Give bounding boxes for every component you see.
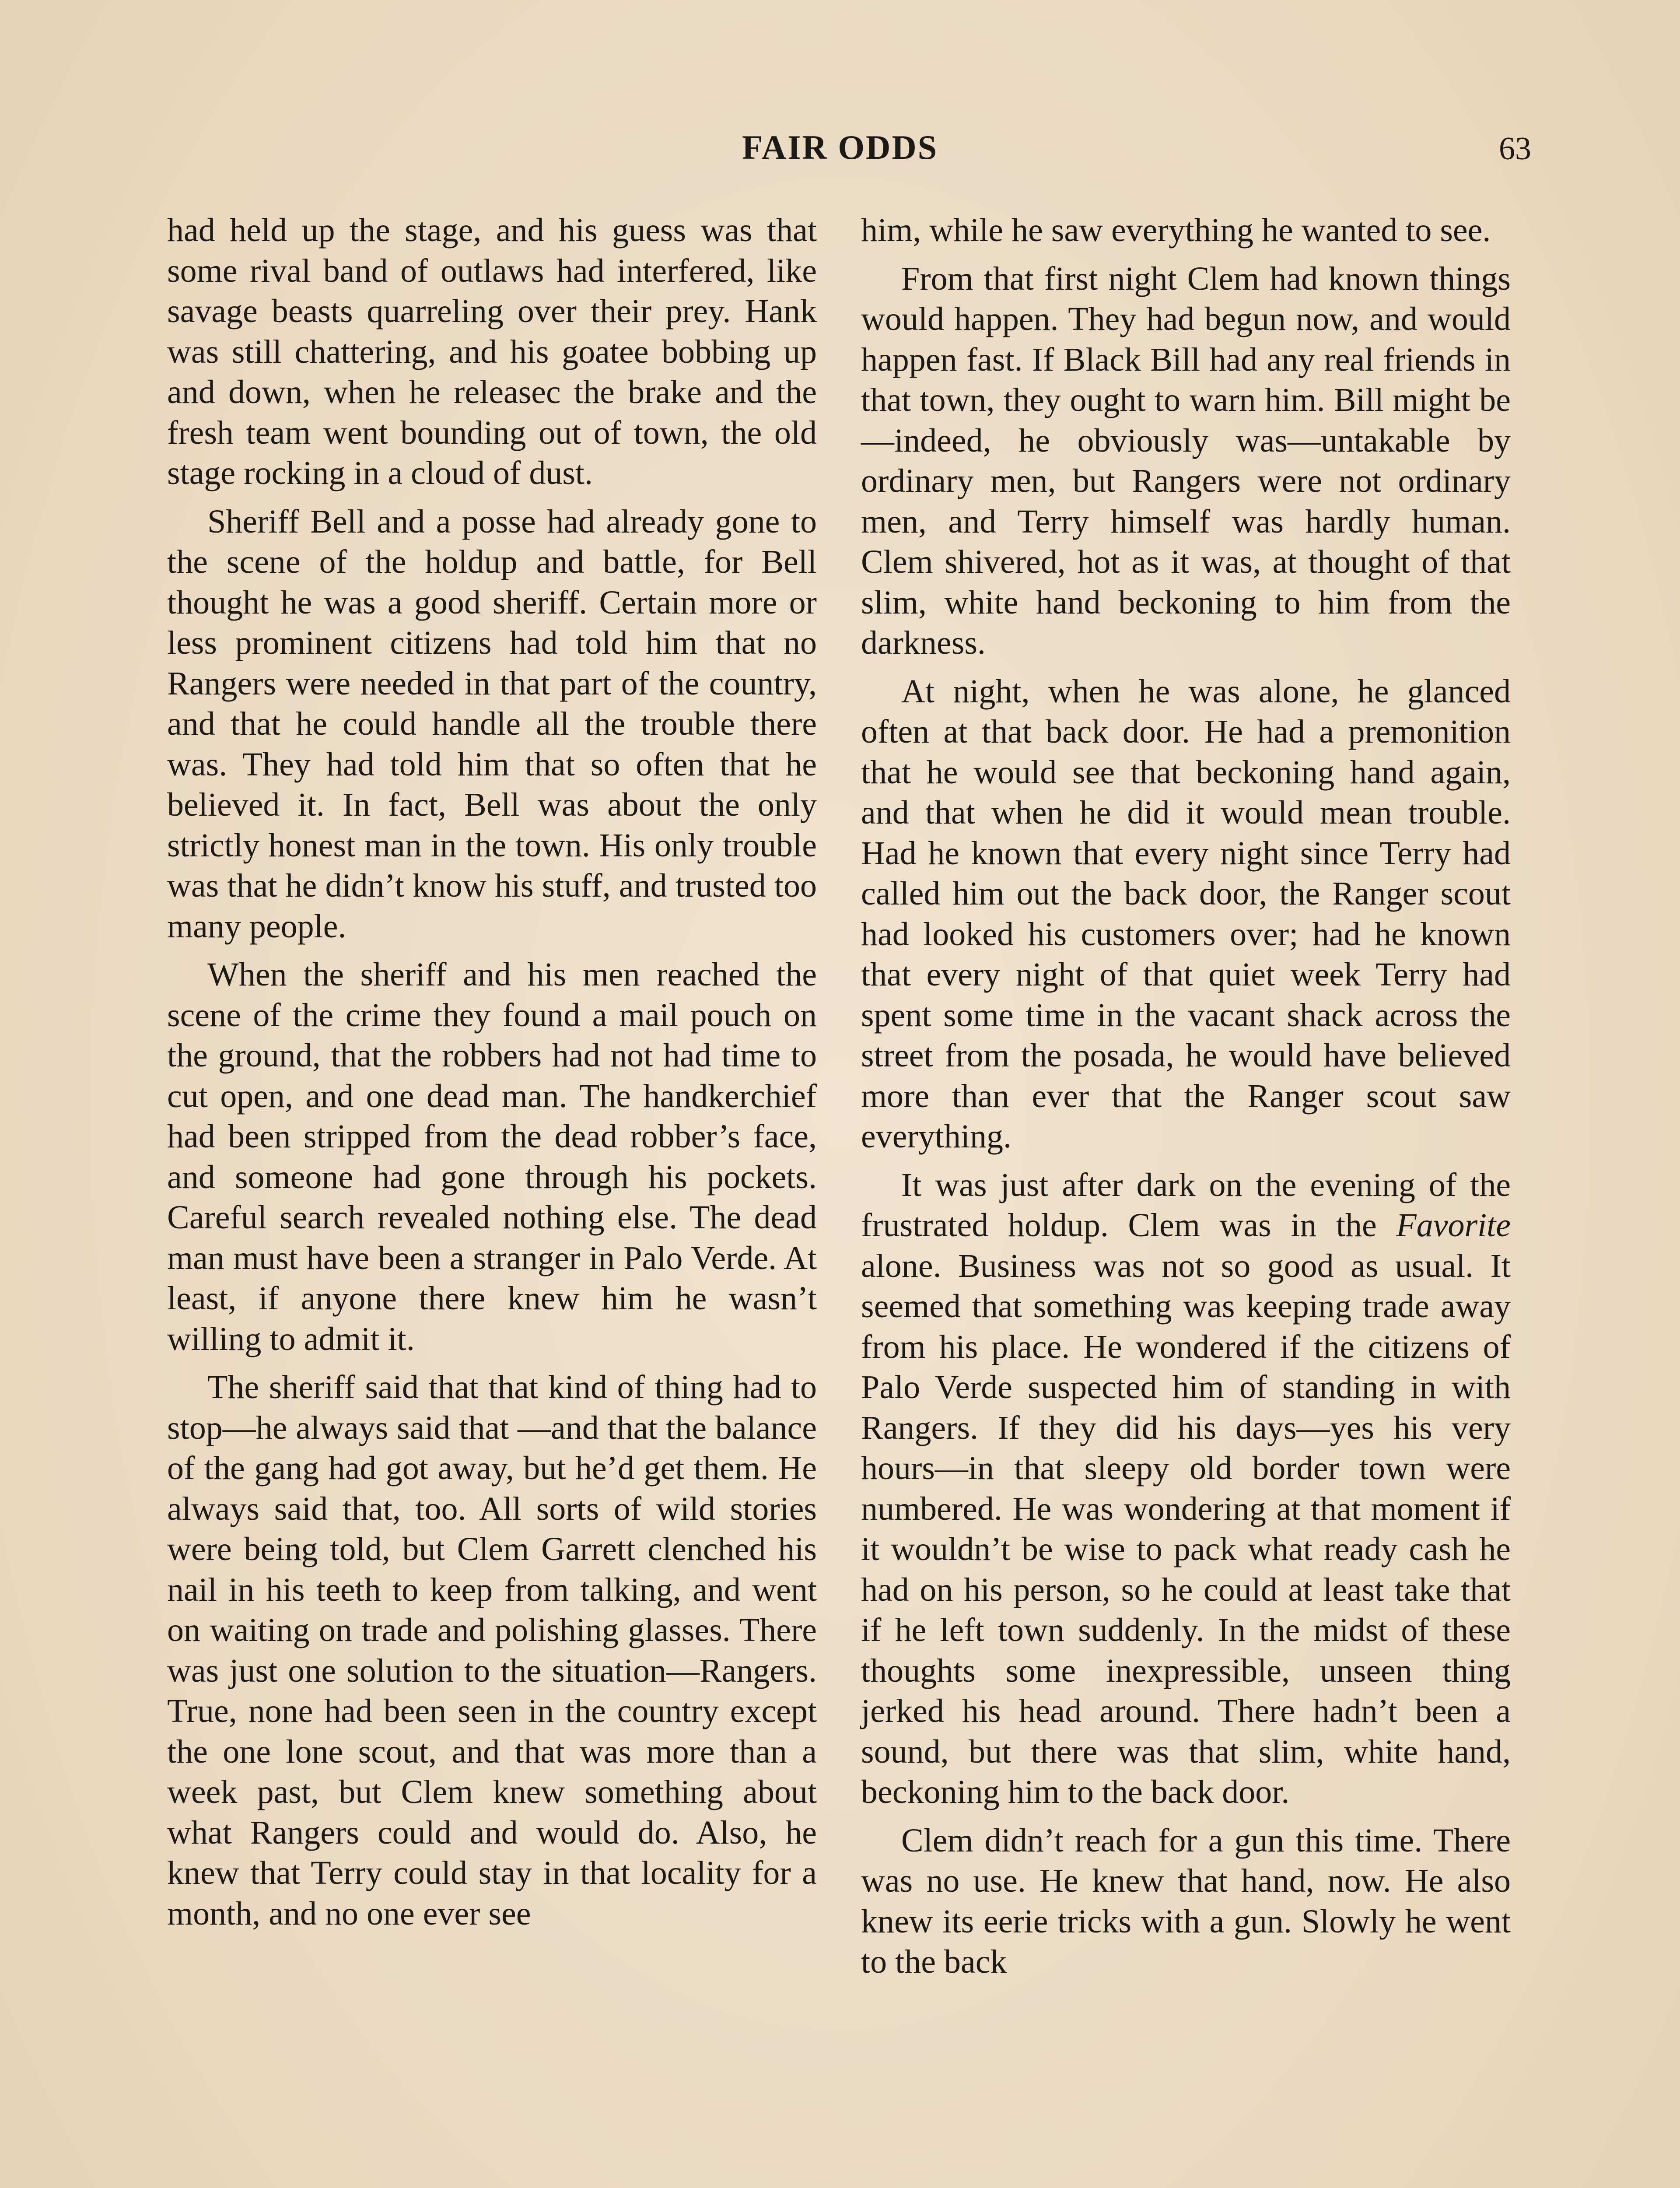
paragraph-text: alone. Business was not so good as usual. It seemed that something was keeping trade away from his place. He wondered if the citizens of Palo Verde suspected him of standing in with Rangers. If they did his days—yes his very hours—in that sleepy old border town were numbered. He was wondering at that moment if it wouldn’t be wise to pack what ready cash he had on his person, so he could at least take that if he left town suddenly. In the midst of these thoughts some inexpressible, unseen thing jerked his head around. There hadn’t been a sound, but there was that slim, white hand, beckoning him to the back door. — [861, 1247, 1511, 1810]
paragraph: At night, when he was alone, he glanced often at that back door. He had a premonition that he would see that beckoning hand again, and that when he did it would mean trouble. Had he known that every night since Terry had called him out the back door, the Ranger scout had looked his customers over; had he known that every night of that quiet week Terry had spent some time in the vacant shack across the street from the posada, he would have believed more than ever that the Ranger scout saw everything. — [861, 673, 1511, 1155]
paragraph-text: It was just after dark on the evening of the frustrated holdup. Clem was in the — [861, 1166, 1511, 1244]
paragraph: him, while he saw everything he wanted to see. — [861, 212, 1491, 249]
left-text-column — [167, 210, 817, 1942]
paragraph: From that first night Clem had known things would happen. They had begun now, and would happen fast. If Black Bill had any real friends in that town, they ought to warn him. Bill might be—indeed, he obviously was—untakable by ordinary men, but Rangers were not ordinary men, and Terry himself was hardly human. Clem shivered, hot as it was, at thought of that slim, white hand beckoning to him from the darkness. — [861, 260, 1511, 661]
running-header-title: FAIR ODDS — [742, 128, 938, 166]
right-text-column — [861, 210, 1511, 1990]
paragraph: Sheriff Bell and a posse had already gone to the scene of the holdup and battle, for Bell thought he was a good sheriff. Certain more or less prominent citizens had told him that no Rangers were needed in that part of the country, and that he could handle all the trouble there was. They had told him that so often that he believed it. In fact, Bell was about the only strictly honest man in the town. His only trouble was that he didn’t know his stuff, and trusted too many people. — [167, 503, 817, 945]
paragraph: Clem didn’t reach for a gun this time. There was no use. He knew that hand, now. He also knew its eerie tricks with a gun. Slowly he went to the back — [861, 1822, 1511, 1980]
page-number: 63 — [1499, 131, 1531, 167]
paragraph: had held up the stage, and his guess was that some rival band of outlaws had interfered, like savage beasts quarreling over their prey. Hank was still chattering, and his goatee bobbing up and down, when he releasec the brake and the fresh team went bounding out of town, the old stage rocking in a cloud of dust. — [167, 212, 817, 491]
paragraph: The sheriff said that that kind of thing had to stop—he always said that —and that the balance of the gang had got away, but he’d get them. He always said that, too. All sorts of wild stories were being told, but Clem Garrett clenched his nail in his teeth to keep from talking, and went on waiting on trade and polishing glasses. There was just one solution to the situation—Rangers. True, none had been seen in the country except the one lone scout, and that was more than a week past, but Clem knew something about what Rangers could and would do. Also, he knew that Terry could stay in that locality for a month, and no one ever see — [167, 1369, 817, 1932]
paragraph — [861, 1165, 1511, 1813]
italic-title-favorite: Favorite — [1396, 1207, 1511, 1244]
paragraph: When the sheriff and his men reached the scene of the crime they found a mail pouch on the ground, that the robbers had not had time to cut open, and one dead man. The handkerchief had been stripped from the dead robber’s face, and someone had gone through his pockets. Careful search revealed nothing else. The dead man must have been a stranger in Palo Verde. At least, if anyone there knew him he wasn’t willing to admit it. — [167, 956, 817, 1357]
